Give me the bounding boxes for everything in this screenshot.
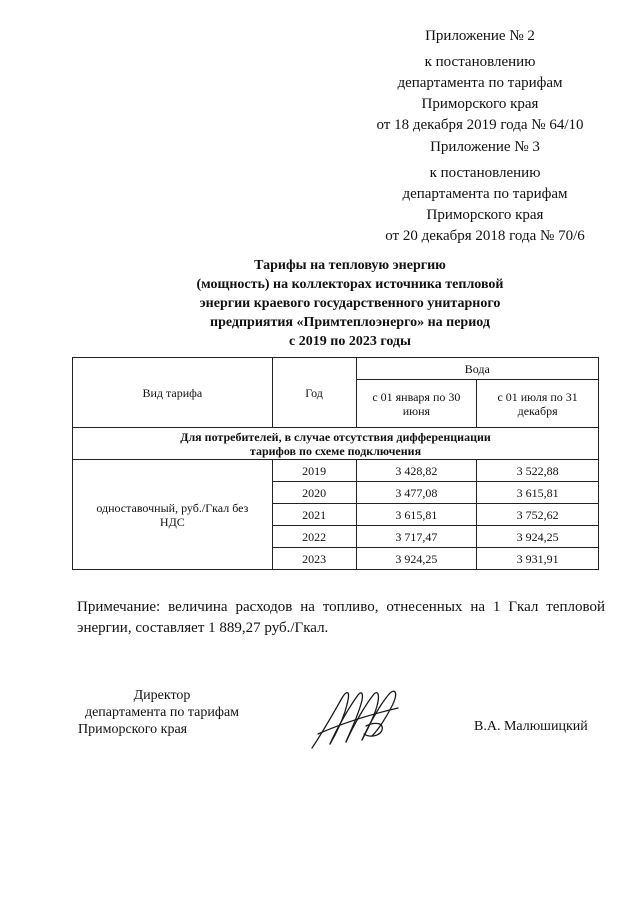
year-cell: 2022 bbox=[272, 526, 356, 548]
signatory-name: В.А. Малюшицкий bbox=[474, 719, 588, 734]
year-cell: 2019 bbox=[272, 460, 356, 482]
handwritten-signature-icon bbox=[306, 686, 406, 750]
appendix-3-title: Приложение № 3 bbox=[430, 139, 540, 155]
header-period-2: с 01 июля по 31 декабря bbox=[477, 380, 599, 428]
table-row bbox=[73, 460, 599, 482]
year-cell: 2020 bbox=[272, 482, 356, 504]
appendix-3-line-4: от 20 декабря 2018 года № 70/6 bbox=[385, 228, 585, 244]
header-water: Вода bbox=[356, 358, 599, 380]
tariff-table bbox=[72, 357, 599, 570]
value-cell-h1: 3 717,47 bbox=[356, 526, 477, 548]
document-title-line-3: энергии краевого государственного унитарного bbox=[199, 296, 501, 311]
section-heading: Для потребителей, в случае отсутствия дифференциации тарифов по схеме подключения bbox=[73, 428, 599, 460]
document-title-line-4: предприятия «Примтеплоэнерго» на период bbox=[210, 315, 490, 330]
signatory-position-line-3: Приморского края bbox=[78, 722, 188, 737]
value-cell-h2: 3 615,81 bbox=[477, 482, 599, 504]
value-cell-h1: 3 615,81 bbox=[356, 504, 477, 526]
appendix-2-line-4: от 18 декабря 2019 года № 64/10 bbox=[376, 117, 584, 133]
signatory-position bbox=[72, 687, 252, 738]
document-title-line-2: (мощность) на коллекторах источника тепловой bbox=[196, 277, 504, 292]
appendix-2-line-2: департамента по тарифам bbox=[397, 75, 563, 91]
table-header-row bbox=[73, 358, 599, 380]
value-cell-h2: 3 931,91 bbox=[477, 548, 599, 570]
signatory-position-line-2: департамента по тарифам bbox=[84, 705, 240, 720]
document-title-line-5: с 2019 по 2023 годы bbox=[289, 334, 411, 349]
value-cell-h1: 3 924,25 bbox=[356, 548, 477, 570]
table-section-row bbox=[73, 428, 599, 460]
value-cell-h2: 3 752,62 bbox=[477, 504, 599, 526]
value-cell-h1: 3 428,82 bbox=[356, 460, 477, 482]
appendix-2-line-1: к постановлению bbox=[424, 54, 536, 70]
appendix-3-header bbox=[363, 137, 607, 247]
appendix-2-title: Приложение № 2 bbox=[425, 28, 535, 44]
year-cell: 2023 bbox=[272, 548, 356, 570]
document-title bbox=[140, 256, 560, 351]
note-paragraph: Примечание: величина расходов на топливо, отнесенных на 1 Гкал тепловой энергии, составляет 1 889,27 руб./Гкал. bbox=[77, 599, 605, 636]
value-cell-h2: 3 924,25 bbox=[477, 526, 599, 548]
appendix-3-line-1: к постановлению bbox=[429, 165, 541, 181]
value-cell-h1: 3 477,08 bbox=[356, 482, 477, 504]
appendix-2-header bbox=[360, 26, 600, 136]
year-cell: 2021 bbox=[272, 504, 356, 526]
tariff-type-cell: одноставочный, руб./Гкал без НДС bbox=[73, 460, 273, 570]
signatory-position-line-1: Директор bbox=[133, 688, 191, 703]
header-year: Год bbox=[272, 358, 356, 428]
header-tariff-type: Вид тарифа bbox=[73, 358, 273, 428]
value-cell-h2: 3 522,88 bbox=[477, 460, 599, 482]
appendix-2-line-3: Приморского края bbox=[421, 96, 539, 112]
appendix-3-line-3: Приморского края bbox=[426, 207, 544, 223]
document-title-line-1: Тарифы на тепловую энергию bbox=[254, 258, 446, 273]
appendix-3-line-2: департамента по тарифам bbox=[402, 186, 568, 202]
header-period-1: с 01 января по 30 июня bbox=[356, 380, 477, 428]
